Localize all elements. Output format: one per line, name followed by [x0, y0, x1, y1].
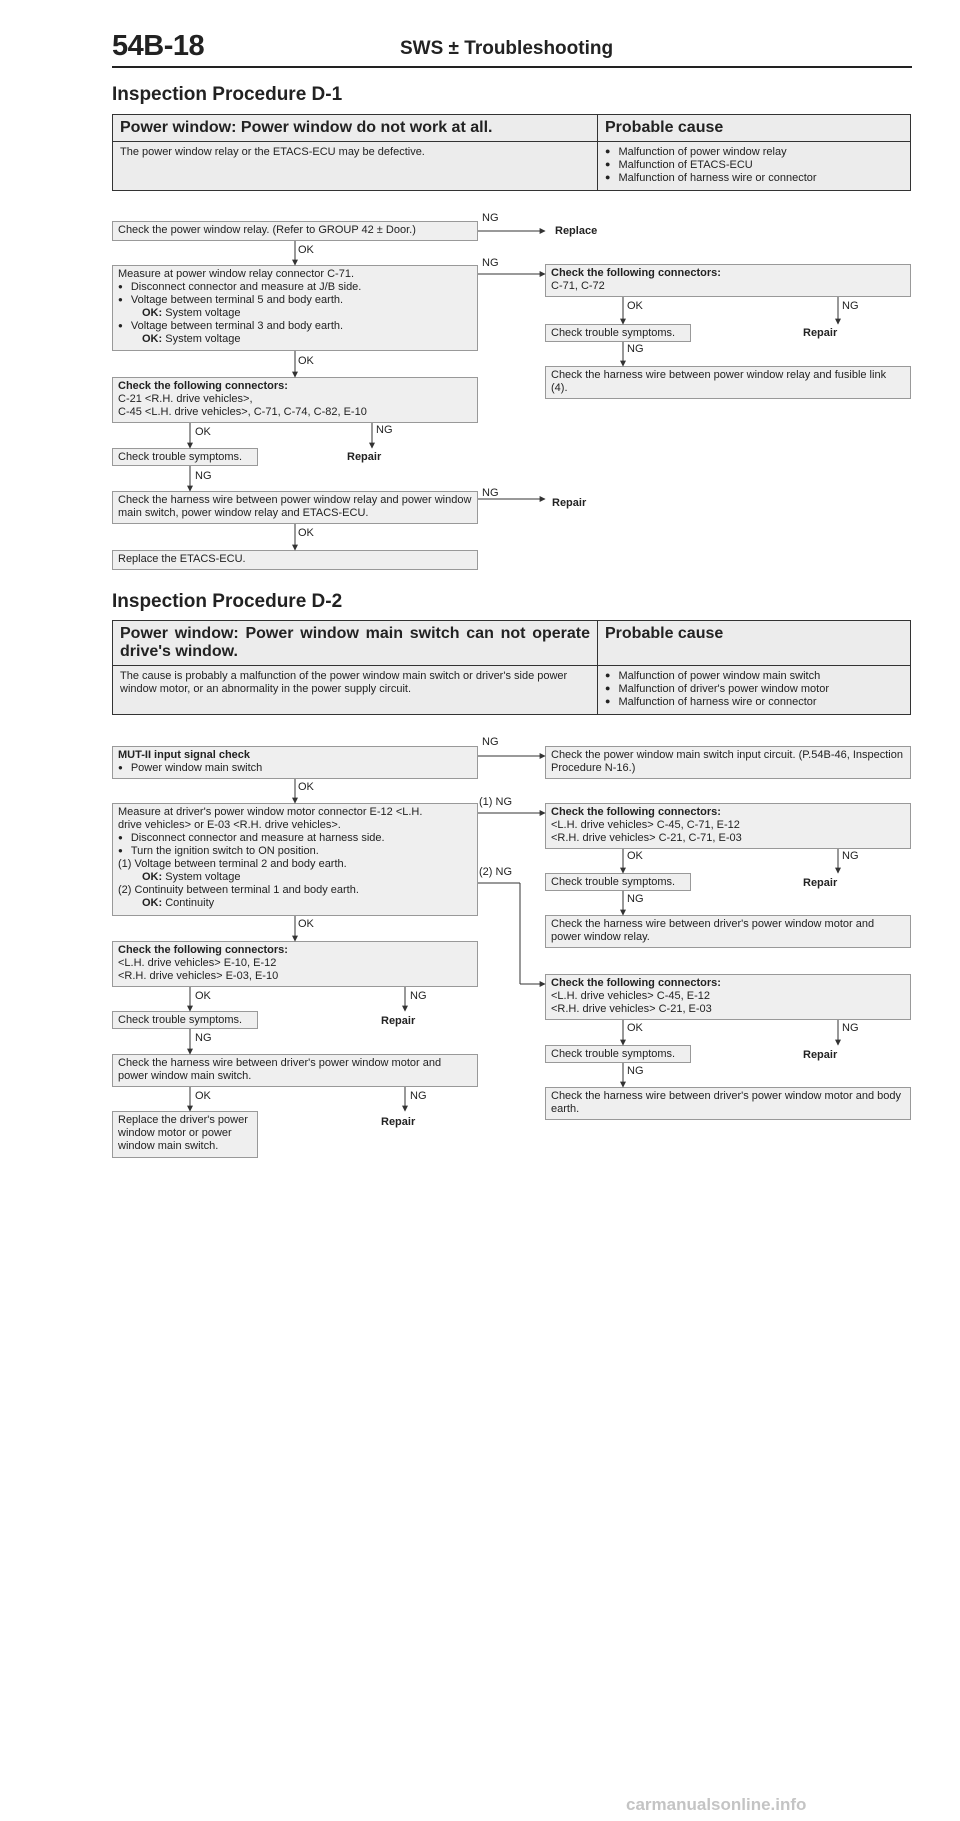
d2-harness-r2: Check the harness wire between driver's power window motor and body earth. [545, 1087, 911, 1120]
flow-label-ng: NG [842, 300, 859, 312]
d2-repair-left: Repair [381, 1015, 416, 1027]
flow-label-ok: OK [195, 426, 211, 438]
d1-trouble-box-right: Check trouble symptoms. [545, 324, 691, 342]
d1-trouble-box-left: Check trouble symptoms. [112, 448, 258, 466]
d2-section-title: Inspection Procedure D-2 [112, 591, 343, 612]
cause-item: ● Malfunction of power window main switch [605, 670, 903, 683]
d2-input-circuit-box: Check the power window main switch input circuit. (P.54B-46, Inspection Procedure N-16.) [545, 746, 911, 779]
d2-trouble-box-r1: Check trouble symptoms. [545, 873, 691, 891]
cause-item: ● Malfunction of ETACS-ECU [605, 159, 903, 172]
d1-connector-check-left: Check the following connectors: C-21 <R.H. drive vehicles>, C-45 <L.H. drive vehicles>, C-71, C-74, C-82, E-10 [112, 377, 478, 423]
flow-label-ng: NG [195, 470, 212, 482]
flow-label-ok: OK [195, 1090, 211, 1102]
flow-label-ng: NG [376, 424, 393, 436]
d1-replace-etacs-box: Replace the ETACS-ECU. [112, 550, 478, 570]
flow-label-ok: OK [627, 300, 643, 312]
flow-label-ok: OK [627, 1022, 643, 1034]
d1-measure-box: Measure at power window relay connector C-71. ● Disconnect connector and measure at J/B side. ● Voltage between terminal 5 and body earth. OK: System voltage ● Voltage between terminal 3 and body earth. OK: System voltage [112, 265, 478, 351]
d2-connector-check-left: Check the following connectors: <L.H. drive vehicles> E-10, E-12 <R.H. drive vehicles> E-03, E-10 [112, 941, 478, 987]
flow-label-ng: NG [627, 893, 644, 905]
d2-trouble-box-left: Check trouble symptoms. [112, 1011, 258, 1029]
d2-connector-check-r1: Check the following connectors: <L.H. drive vehicles> C-45, C-71, E-12 <R.H. drive vehicles> C-21, C-71, E-03 [545, 803, 911, 849]
d2-repair-r2: Repair [803, 1049, 838, 1061]
d1-probable-cause-heading: Probable cause [598, 115, 911, 142]
flow-label-ng: NG [482, 257, 499, 269]
flow-label-ok: OK [195, 990, 211, 1002]
d2-measure-box: Measure at driver's power window motor connector E-12 <L.H. drive vehicles> or E-03 <R.H. drive vehicles>. ● Disconnect connector and measure at harness side. ● Turn the ignition switch to ON position. (1) Voltage between terminal 2 and body earth. OK: System voltage (2) Continuity between terminal 1 and body earth. OK: Continuity [112, 803, 478, 916]
cause-item: ● Malfunction of harness wire or connector [605, 172, 903, 185]
d1-harness-right: Check the harness wire between power window relay and fusible link (4). [545, 366, 911, 399]
d2-probable-cause-heading: Probable cause [598, 621, 911, 666]
flow-label-ng: NG [842, 1022, 859, 1034]
flow-label-ng-1: (1) NG [479, 796, 512, 808]
d1-repair-right: Repair [803, 327, 838, 339]
page-title: SWS ± Troubleshooting [400, 38, 614, 59]
cause-item: ● Malfunction of driver's power window motor [605, 683, 903, 696]
flow-label-ng: NG [482, 487, 499, 499]
flow-label-ng: NG [627, 1065, 644, 1077]
flow-label-ok: OK [298, 244, 314, 256]
d2-harness-r1: Check the harness wire between driver's power window motor and power window relay. [545, 915, 911, 948]
flow-label-ng: NG [842, 850, 859, 862]
cause-item: ● Malfunction of power window relay [605, 146, 903, 159]
flow-label-ng: NG [482, 736, 499, 748]
watermark: carmanualsonline.info [626, 1795, 807, 1814]
d1-connector-check-right: Check the following connectors: C-71, C-72 [545, 264, 911, 297]
flow-label-ng: NG [410, 1090, 427, 1102]
d2-connector-check-r2: Check the following connectors: <L.H. drive vehicles> C-45, E-12 <R.H. drive vehicles> C-21, E-03 [545, 974, 911, 1020]
flow-label-ng: NG [195, 1032, 212, 1044]
flow-label-ok: OK [298, 527, 314, 539]
d1-section-title: Inspection Procedure D-1 [112, 84, 343, 105]
flow-label-ok: OK [298, 918, 314, 930]
d1-description: The power window relay or the ETACS-ECU may be defective. [113, 142, 598, 191]
d1-relay-check-box: Check the power window relay. (Refer to GROUP 42 ± Door.) [112, 221, 478, 241]
d2-replace-motor-box: Replace the driver's power window motor or power window main switch. [112, 1111, 258, 1158]
d2-repair-r1: Repair [803, 877, 838, 889]
d1-symptom: Power window: Power window do not work at all. [113, 115, 598, 142]
flow-label-ok: OK [298, 781, 314, 793]
cause-item: ● Malfunction of harness wire or connector [605, 696, 903, 709]
flow-label-ok: OK [627, 850, 643, 862]
d2-mut-check-box: MUT-II input signal check ● Power window main switch [112, 746, 478, 779]
d2-repair-final: Repair [381, 1116, 416, 1128]
flow-label-ng: NG [410, 990, 427, 1002]
flow-label-ng: NG [627, 343, 644, 355]
d2-description: The cause is probably a malfunction of the power window main switch or driver's side power window motor, or an abnormality in the power supply circuit. [113, 666, 598, 715]
flow-label-ng: NG [482, 212, 499, 224]
page-number: 54B-18 [112, 30, 205, 62]
d1-repair-left: Repair [347, 451, 382, 463]
flow-label-ok: OK [298, 355, 314, 367]
flow-label-ng-2: (2) NG [479, 866, 512, 878]
d2-symptom: Power window: Power window main switch can not operate drive's window. [113, 621, 598, 666]
d1-replace-label: Replace [555, 225, 598, 237]
d1-harness-left: Check the harness wire between power window relay and power window main switch, power window relay and ETACS-ECU. [112, 491, 478, 524]
d1-repair-harness: Repair [552, 497, 587, 509]
d2-harness-left: Check the harness wire between driver's power window motor and power window main switch. [112, 1054, 478, 1087]
d2-trouble-box-r2: Check trouble symptoms. [545, 1045, 691, 1063]
